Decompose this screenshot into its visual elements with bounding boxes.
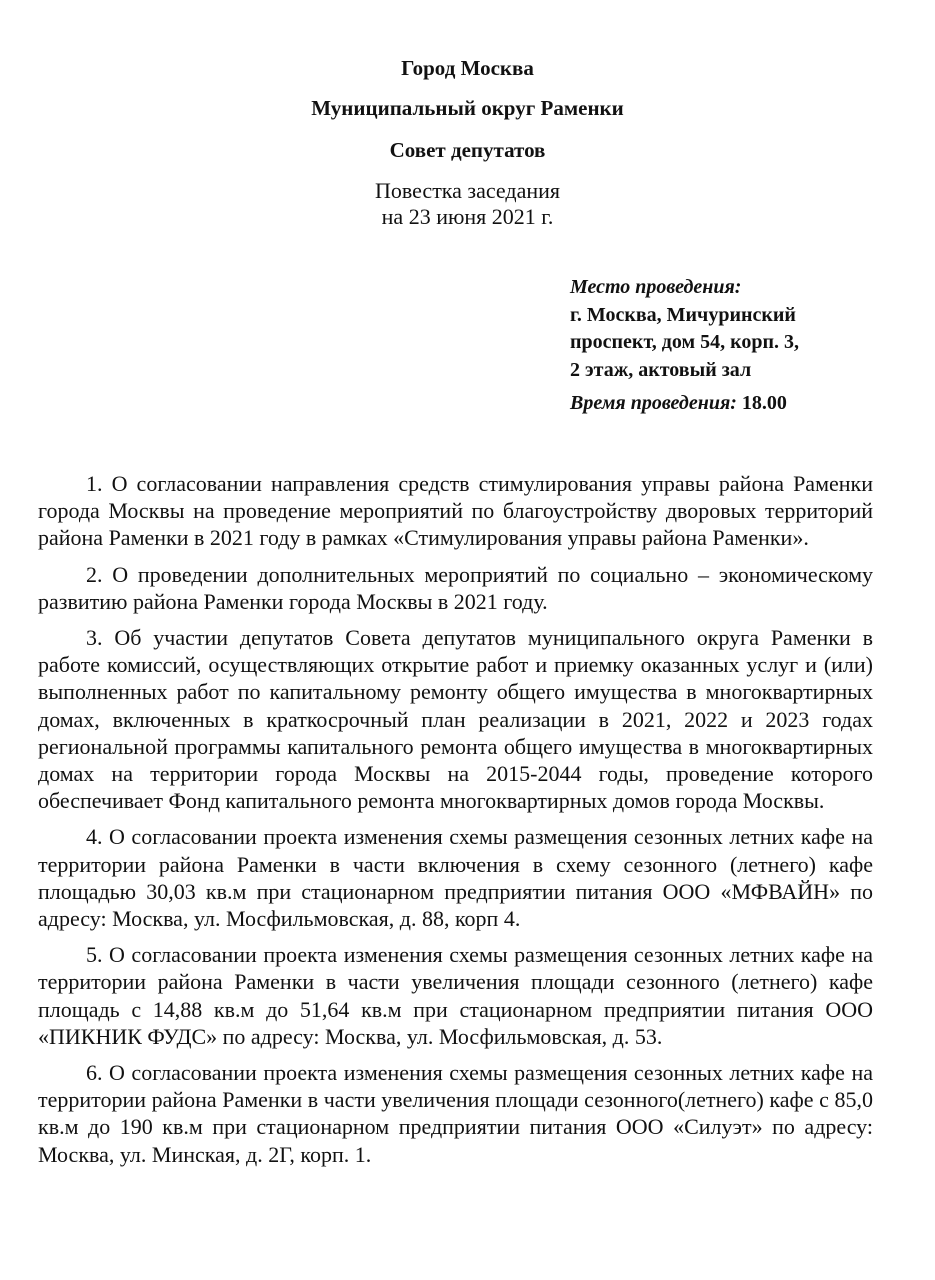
agenda-item: 3. Об участии депутатов Совета депутатов муниципального округа Раменки в работе комиссий, осуществляющих открытие работ и приемку оказанных услуг и (или) выполненных работ по капитальному ремонту общего имущества в многоквартирных домах, включенных в краткосрочный план реализации в 2021, 2022 и 2023 годах региональной программы капитального ремонта общего имущества в многоквартирных домах на территории города Москвы на 2015-2044 годы, проведение которого обеспечивает Фонд капитального ремонта многоквартирных домов города Москвы. bbox=[38, 625, 873, 814]
district-heading: Муниципальный округ Раменки bbox=[311, 96, 624, 120]
venue-label: Место проведения: bbox=[570, 276, 742, 298]
venue-address-line: г. Москва, Мичуринский bbox=[570, 303, 796, 326]
agenda-item: 2. О проведении дополнительных мероприятий по социально – экономическому развитию района Раменки города Москвы в 2021 году. bbox=[38, 561, 873, 614]
city-heading: Город Москва bbox=[401, 56, 534, 80]
council-heading: Совет депутатов bbox=[389, 138, 546, 162]
venue-block bbox=[570, 274, 870, 384]
doc-type: Повестка заседания bbox=[374, 178, 561, 203]
time-block bbox=[570, 392, 787, 415]
time-value: 18.00 bbox=[741, 392, 787, 414]
agenda-item: 5. О согласовании проекта изменения схемы размещения сезонных летних кафе на территории района Раменки в части увеличения площади сезонного (летнего) кафе площадь с 14,88 кв.м до 51,64 кв.м при стационарном предприятии питания ООО «ПИКНИК ФУДС» по адресу: Москва, ул. Мосфильмовская, д. 53. bbox=[38, 942, 873, 1049]
time-label: Время проведения: bbox=[570, 392, 737, 414]
venue-address-line: проспект, дом 54, корп. 3, bbox=[570, 331, 800, 353]
agenda-list bbox=[38, 470, 873, 1177]
venue-address-line: 2 этаж, актовый зал bbox=[570, 358, 752, 381]
agenda-item: 6. О согласовании проекта изменения схемы размещения сезонных летних кафе на территории района Раменки в части увеличения площади сезонного(летнего) кафе с 85,0 кв.м до 190 кв.м при стационарном предприятии питания ООО «Силуэт» по адресу: Москва, ул. Минская, д. 2Г, корп. 1. bbox=[38, 1060, 873, 1167]
agenda-item: 1. О согласовании направления средств стимулирования управы района Раменки города Москвы на проведение мероприятий по благоустройству дворовых территорий района Раменки в 2021 году в рамках «Стимулирования управы района Раменки». bbox=[38, 471, 873, 551]
agenda-item: 4. О согласовании проекта изменения схемы размещения сезонных летних кафе на территории района Раменки в части включения в схему сезонного (летнего) кафе площадью 30,03 кв.м при стационарном предприятии питания ООО «МФВАЙН» по адресу: Москва, ул. Мосфильмовская, д. 88, корп 4. bbox=[38, 824, 873, 932]
meeting-date: на 23 июня 2021 г. bbox=[381, 204, 554, 229]
